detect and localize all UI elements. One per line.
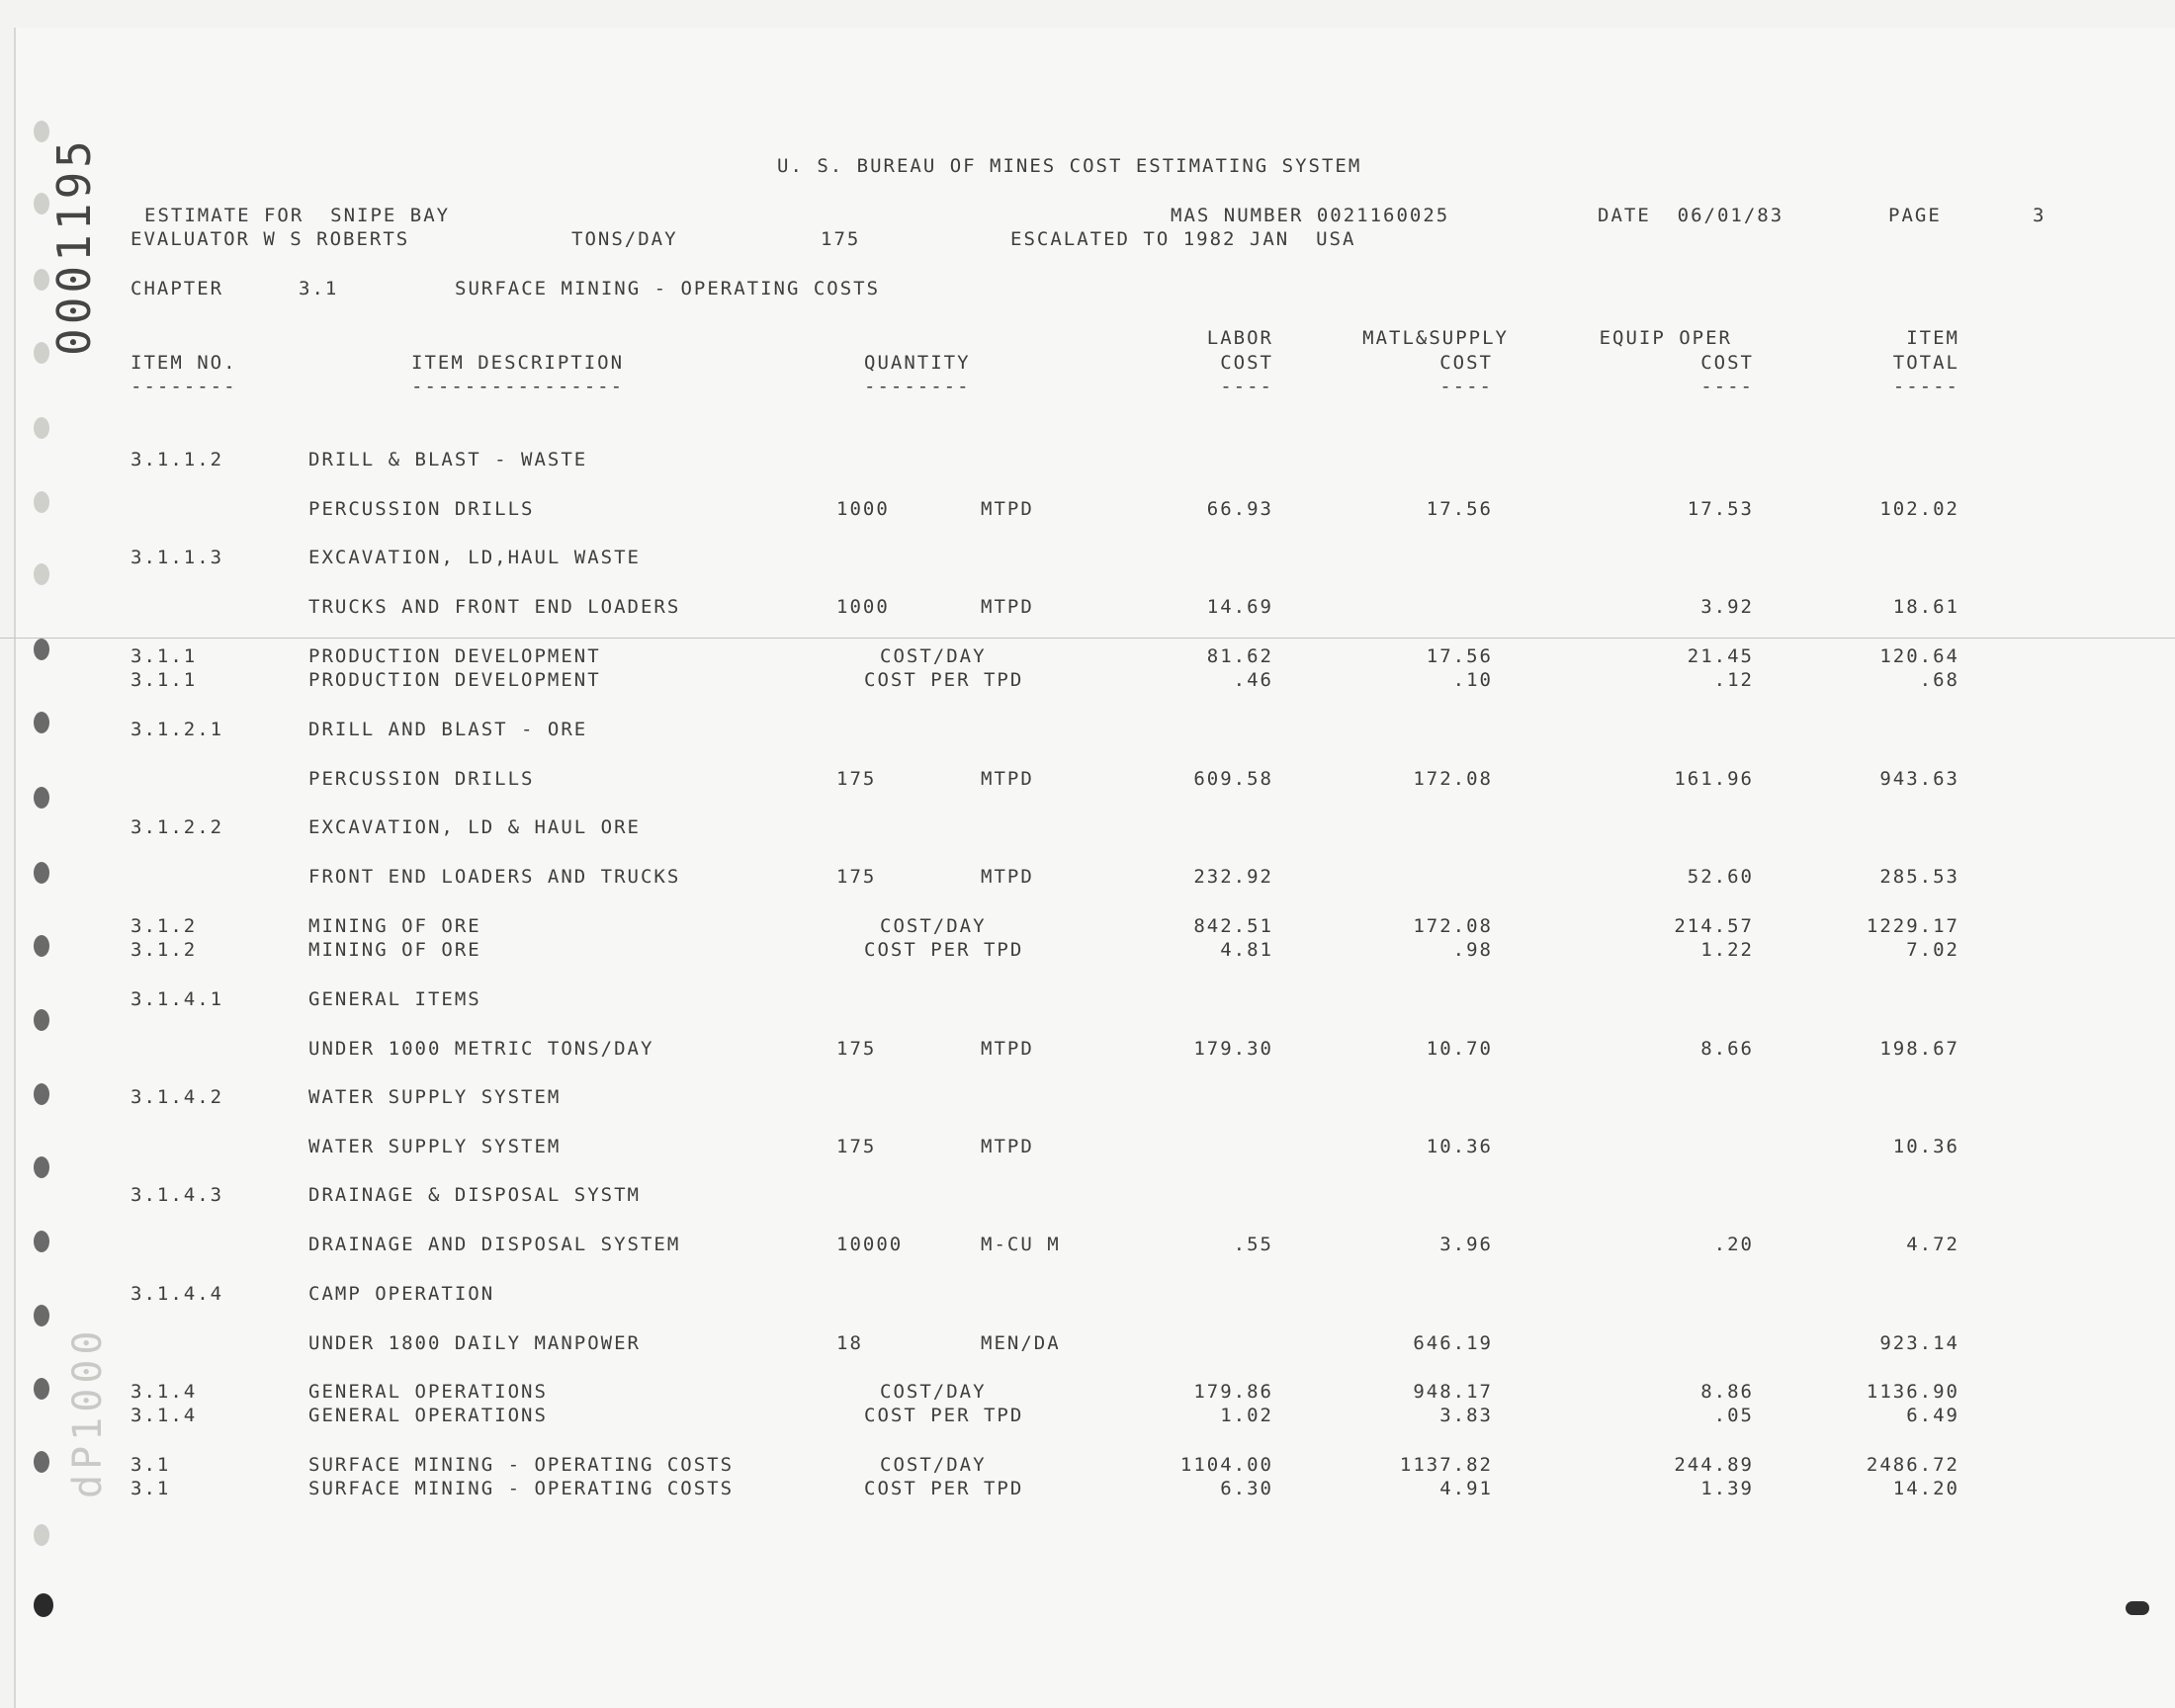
row-labor-cost: .55 (1233, 1234, 1273, 1255)
row-equip-cost: 214.57 (1674, 915, 1754, 937)
col-labor-top: LABOR (1206, 327, 1273, 349)
row-labor-cost: 14.69 (1206, 596, 1273, 618)
tons-label: TONS/DAY (571, 228, 678, 250)
row-matl-cost: 172.08 (1413, 768, 1493, 790)
row-item-total: 6.49 (1906, 1405, 1959, 1426)
row-equip-cost: 17.53 (1687, 498, 1754, 520)
row-description: PRODUCTION DEVELOPMENT (308, 645, 601, 667)
row-basis: COST PER TPD (864, 1478, 1024, 1499)
row-equip-cost: .05 (1713, 1405, 1754, 1426)
row-basis: COST/DAY (880, 645, 987, 667)
feed-hole-icon (34, 639, 49, 660)
row-item-total: 14.20 (1892, 1478, 1959, 1499)
row-matl-cost: .10 (1452, 669, 1493, 691)
row-basis: COST PER TPD (864, 1405, 1024, 1426)
row-description: UNDER 1800 DAILY MANPOWER (308, 1332, 641, 1354)
col-quantity-rule: -------- (864, 376, 971, 397)
row-labor-cost: 1.02 (1220, 1405, 1273, 1426)
row-item-no: 3.1.2 (130, 939, 198, 961)
feed-hole-icon (34, 491, 49, 513)
col-description-rule: ---------------- (411, 376, 625, 397)
col-labor-bottom: COST (1220, 352, 1273, 374)
row-matl-cost: 948.17 (1413, 1381, 1493, 1403)
row-unit: MTPD (981, 498, 1034, 520)
col-quantity: QUANTITY (864, 352, 971, 374)
feed-hole-icon (34, 1083, 49, 1105)
row-unit: MEN/DA (981, 1332, 1061, 1354)
row-item-no: 3.1 (130, 1454, 171, 1476)
row-description: WATER SUPPLY SYSTEM (308, 1086, 562, 1108)
row-item-total: 2486.72 (1866, 1454, 1959, 1476)
row-description: MINING OF ORE (308, 939, 481, 961)
row-item-total: 1229.17 (1866, 915, 1959, 937)
row-item-no: 3.1.4.4 (130, 1283, 224, 1305)
col-matl-top: MATL&SUPPLY (1362, 327, 1509, 349)
row-item-total: 198.67 (1879, 1038, 1959, 1060)
row-item-no: 3.1.1 (130, 645, 198, 667)
row-description: SURFACE MINING - OPERATING COSTS (308, 1478, 735, 1499)
row-labor-cost: 609.58 (1193, 768, 1273, 790)
row-item-total: 943.63 (1879, 768, 1959, 790)
row-item-total: 10.36 (1892, 1136, 1959, 1157)
row-matl-cost: 17.56 (1426, 498, 1493, 520)
row-labor-cost: 179.30 (1193, 1038, 1273, 1060)
row-matl-cost: 10.70 (1426, 1038, 1493, 1060)
row-equip-cost: 3.92 (1700, 596, 1754, 618)
row-quantity: 175 (836, 768, 877, 790)
report-title: U. S. BUREAU OF MINES COST ESTIMATING SYSTEM (777, 155, 1362, 177)
col-equip-rule: ---- (1700, 376, 1754, 397)
chapter-title: SURFACE MINING - OPERATING COSTS (455, 278, 881, 299)
row-equip-cost: .12 (1713, 669, 1754, 691)
row-item-no: 3.1.4.2 (130, 1086, 224, 1108)
row-item-total: 285.53 (1879, 866, 1959, 888)
row-item-no: 3.1.4 (130, 1381, 198, 1403)
chapter-number: 3.1 (299, 278, 339, 299)
row-labor-cost: 232.92 (1193, 866, 1273, 888)
row-matl-cost: 17.56 (1426, 645, 1493, 667)
feed-hole-icon (34, 787, 49, 809)
row-matl-cost: 3.83 (1439, 1405, 1493, 1426)
row-item-no: 3.1.4 (130, 1405, 198, 1426)
row-basis: COST PER TPD (864, 939, 1024, 961)
row-quantity: 175 (836, 866, 877, 888)
row-labor-cost: 179.86 (1193, 1381, 1273, 1403)
row-equip-cost: 161.96 (1674, 768, 1754, 790)
feed-hole-icon (34, 1593, 53, 1617)
row-matl-cost: 1137.82 (1399, 1454, 1493, 1476)
document-number-stamp: 0001195 (47, 136, 101, 356)
row-matl-cost: 4.91 (1439, 1478, 1493, 1499)
report-date: DATE 06/01/83 (1598, 205, 1784, 226)
feed-hole-icon (34, 1156, 49, 1178)
page-label: PAGE (1888, 205, 1942, 226)
row-item-no: 3.1.2 (130, 915, 198, 937)
row-unit: MTPD (981, 596, 1034, 618)
feed-hole-icon (34, 1009, 49, 1031)
row-item-total: 18.61 (1892, 596, 1959, 618)
row-unit: MTPD (981, 768, 1034, 790)
row-item-total: 7.02 (1906, 939, 1959, 961)
row-equip-cost: 8.86 (1700, 1381, 1754, 1403)
row-equip-cost: 8.66 (1700, 1038, 1754, 1060)
row-description: MINING OF ORE (308, 915, 481, 937)
row-description: CAMP OPERATION (308, 1283, 495, 1305)
feed-hole-icon (34, 563, 49, 585)
row-description: PERCUSSION DRILLS (308, 498, 535, 520)
row-description: TRUCKS AND FRONT END LOADERS (308, 596, 681, 618)
feed-hole-icon (34, 862, 49, 884)
row-labor-cost: 4.81 (1220, 939, 1273, 961)
row-description: PERCUSSION DRILLS (308, 768, 535, 790)
row-quantity: 175 (836, 1038, 877, 1060)
row-basis: COST/DAY (880, 1454, 987, 1476)
row-item-no: 3.1.2.2 (130, 816, 224, 838)
col-description: ITEM DESCRIPTION (411, 352, 625, 374)
row-item-no: 3.1.1.2 (130, 449, 224, 470)
row-basis: COST PER TPD (864, 669, 1024, 691)
row-unit: MTPD (981, 1038, 1034, 1060)
row-matl-cost: 646.19 (1413, 1332, 1493, 1354)
escalation-note: ESCALATED TO 1982 JAN USA (1010, 228, 1356, 250)
row-quantity: 1000 (836, 596, 890, 618)
row-description: DRAINAGE & DISPOSAL SYSTM (308, 1184, 641, 1206)
row-description: GENERAL OPERATIONS (308, 1405, 548, 1426)
row-description: SURFACE MINING - OPERATING COSTS (308, 1454, 735, 1476)
faint-stamp: dP1000 (65, 1325, 111, 1498)
row-unit: M-CU M (981, 1234, 1061, 1255)
row-labor-cost: 842.51 (1193, 915, 1273, 937)
row-equip-cost: .20 (1713, 1234, 1754, 1255)
feed-hole-icon (34, 1305, 49, 1326)
paper-fold-line (0, 638, 2175, 639)
row-equip-cost: 1.39 (1700, 1478, 1754, 1499)
col-labor-rule: ---- (1220, 376, 1273, 397)
row-item-total: 923.14 (1879, 1332, 1959, 1354)
row-labor-cost: 1104.00 (1179, 1454, 1273, 1476)
row-unit: MTPD (981, 1136, 1034, 1157)
row-description: GENERAL ITEMS (308, 988, 481, 1010)
row-item-total: .68 (1919, 669, 1959, 691)
col-total-rule: ----- (1892, 376, 1959, 397)
edge-mark-icon (2126, 1601, 2149, 1615)
row-item-total: 120.64 (1879, 645, 1959, 667)
col-item-no: ITEM NO. (130, 352, 237, 374)
chapter-label: CHAPTER (130, 278, 224, 299)
row-basis: COST/DAY (880, 915, 987, 937)
row-description: WATER SUPPLY SYSTEM (308, 1136, 562, 1157)
row-description: UNDER 1000 METRIC TONS/DAY (308, 1038, 654, 1060)
row-matl-cost: .98 (1452, 939, 1493, 961)
row-labor-cost: 6.30 (1220, 1478, 1273, 1499)
row-unit: MTPD (981, 866, 1034, 888)
tons-value: 175 (821, 228, 861, 250)
row-item-no: 3.1 (130, 1478, 171, 1499)
row-equip-cost: 52.60 (1687, 866, 1754, 888)
row-description: DRILL & BLAST - WASTE (308, 449, 588, 470)
feed-hole-icon (34, 1451, 49, 1473)
feed-hole-icon (34, 712, 49, 733)
row-item-no: 3.1.4.3 (130, 1184, 224, 1206)
row-description: EXCAVATION, LD,HAUL WASTE (308, 547, 641, 568)
col-total-top: ITEM (1906, 327, 1959, 349)
row-item-no: 3.1.1.3 (130, 547, 224, 568)
feed-hole-icon (34, 1231, 49, 1252)
row-matl-cost: 3.96 (1439, 1234, 1493, 1255)
row-description: GENERAL OPERATIONS (308, 1381, 548, 1403)
col-equip-top: EQUIP OPER (1599, 327, 1732, 349)
feed-hole-icon (34, 1524, 49, 1546)
row-description: DRILL AND BLAST - ORE (308, 719, 588, 740)
evaluator: EVALUATOR W S ROBERTS (130, 228, 410, 250)
row-item-total: 4.72 (1906, 1234, 1959, 1255)
row-quantity: 10000 (836, 1234, 904, 1255)
estimate-for: ESTIMATE FOR SNIPE BAY (144, 205, 451, 226)
page-number: 3 (2033, 205, 2046, 226)
feed-hole-icon (34, 417, 49, 439)
col-equip-bottom: COST (1700, 352, 1754, 374)
row-labor-cost: 66.93 (1206, 498, 1273, 520)
row-description: DRAINAGE AND DISPOSAL SYSTEM (308, 1234, 681, 1255)
col-item-no-rule: -------- (130, 376, 237, 397)
row-item-total: 102.02 (1879, 498, 1959, 520)
col-matl-bottom: COST (1439, 352, 1493, 374)
col-total-bottom: TOTAL (1892, 352, 1959, 374)
row-quantity: 175 (836, 1136, 877, 1157)
row-basis: COST/DAY (880, 1381, 987, 1403)
row-description: PRODUCTION DEVELOPMENT (308, 669, 601, 691)
row-item-no: 3.1.2.1 (130, 719, 224, 740)
mas-number: MAS NUMBER 0021160025 (1171, 205, 1450, 226)
col-matl-rule: ---- (1439, 376, 1493, 397)
row-item-total: 1136.90 (1866, 1381, 1959, 1403)
row-equip-cost: 21.45 (1687, 645, 1754, 667)
feed-hole-icon (34, 1378, 49, 1400)
row-quantity: 1000 (836, 498, 890, 520)
row-equip-cost: 244.89 (1674, 1454, 1754, 1476)
row-item-no: 3.1.1 (130, 669, 198, 691)
row-description: EXCAVATION, LD & HAUL ORE (308, 816, 641, 838)
row-description: FRONT END LOADERS AND TRUCKS (308, 866, 681, 888)
row-item-no: 3.1.4.1 (130, 988, 224, 1010)
feed-hole-icon (34, 935, 49, 957)
row-equip-cost: 1.22 (1700, 939, 1754, 961)
row-labor-cost: 81.62 (1206, 645, 1273, 667)
row-matl-cost: 10.36 (1426, 1136, 1493, 1157)
row-quantity: 18 (836, 1332, 863, 1354)
row-matl-cost: 172.08 (1413, 915, 1493, 937)
row-labor-cost: .46 (1233, 669, 1273, 691)
